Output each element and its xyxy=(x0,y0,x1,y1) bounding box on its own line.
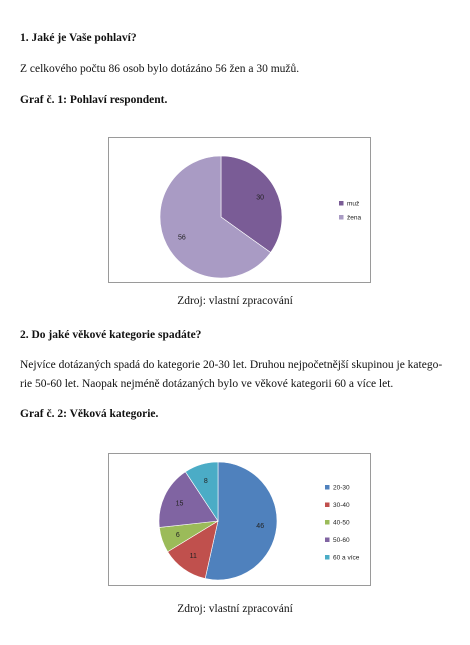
legend-label-20-30: 20-30 xyxy=(333,484,350,492)
data-label-40-50: 6 xyxy=(175,532,180,540)
chart-age xyxy=(108,453,371,586)
graph1-title: Graf č. 1: Pohlaví respondent. xyxy=(20,94,168,106)
section2-text-line1: Nejvíce dotázaných spadá do kategorie 20-30 let. Druhou nejpočetnější skupinou je katego- xyxy=(20,359,443,371)
data-label-ena: 56 xyxy=(178,234,186,242)
section2-heading: 2. Do jaké věkové kategorie spadáte? xyxy=(20,329,202,341)
legend-label-ena: žena xyxy=(347,214,362,222)
data-label-mu: 30 xyxy=(256,194,264,202)
legend-swatch-30-40 xyxy=(325,503,330,508)
section2-text-line2: rie 50-60 let. Naopak nejméně dotázaných bylo ve věkové kategorii 60 a více let. xyxy=(20,378,394,390)
legend-label-50-60: 50-60 xyxy=(333,537,350,544)
data-label-60-a-v-ce: 8 xyxy=(203,477,208,485)
graph2-source: Zdroj: vlastní zpracování xyxy=(177,603,293,615)
legend-swatch-60-a-v-ce xyxy=(325,555,330,560)
data-label-20-30: 46 xyxy=(256,523,265,531)
legend-label-60-a-v-ce: 60 a více xyxy=(333,554,360,562)
graph2-title: Graf č. 2: Věková kategorie. xyxy=(20,408,159,420)
legend-swatch-mu xyxy=(339,201,344,206)
chart-gender xyxy=(108,137,371,283)
data-label-50-60: 15 xyxy=(175,500,184,508)
legend-swatch-40-50 xyxy=(325,520,330,525)
legend-label-mu: muž xyxy=(347,200,360,208)
legend-label-30-40: 30-40 xyxy=(333,502,350,509)
legend-swatch-ena xyxy=(339,215,344,220)
legend-label-40-50: 40-50 xyxy=(333,519,350,527)
section2-text xyxy=(20,356,450,394)
chart-age-svg xyxy=(109,454,370,585)
legend-swatch-50-60 xyxy=(325,538,330,543)
data-label-30-40: 11 xyxy=(189,553,197,560)
section1-heading: 1. Jaké je Vaše pohlaví? xyxy=(20,32,137,44)
legend-swatch-20-30 xyxy=(325,485,330,490)
chart-gender-svg xyxy=(109,138,370,282)
graph1-source: Zdroj: vlastní zpracování xyxy=(177,295,293,307)
section1-text: Z celkového počtu 86 osob bylo dotázáno 56 žen a 30 mužů. xyxy=(20,63,300,75)
